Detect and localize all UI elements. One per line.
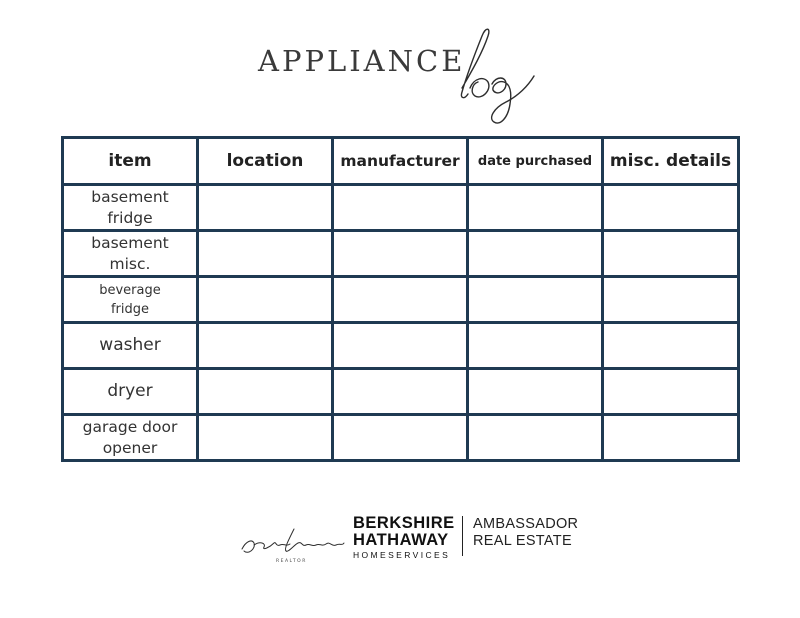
office-line1: AMBASSADOR bbox=[473, 516, 579, 532]
cell-location[interactable] bbox=[198, 369, 333, 415]
title-appliance: APPLIANCE bbox=[258, 44, 466, 78]
footer-divider bbox=[462, 516, 463, 556]
cell-date-purchased[interactable] bbox=[468, 415, 603, 461]
item-line: misc. bbox=[109, 254, 151, 273]
cell-manufacturer[interactable] bbox=[333, 369, 468, 415]
header-manufacturer: manufacturer bbox=[333, 138, 468, 185]
page-footer bbox=[0, 505, 800, 565]
item-line: garage door bbox=[82, 417, 178, 436]
header-item: item bbox=[63, 138, 198, 185]
appliance-log-table bbox=[61, 136, 740, 462]
cell-misc-details[interactable] bbox=[603, 185, 739, 231]
cell-item bbox=[63, 185, 198, 231]
cell-date-purchased[interactable] bbox=[468, 277, 603, 323]
signature-logo-image bbox=[236, 519, 348, 565]
cell-location[interactable] bbox=[198, 277, 333, 323]
cell-manufacturer[interactable] bbox=[333, 277, 468, 323]
header-location: location bbox=[198, 138, 333, 185]
cell-item bbox=[63, 277, 198, 323]
cell-manufacturer[interactable] bbox=[333, 231, 468, 277]
brokerage-line1: BERKSHIRE bbox=[353, 514, 455, 532]
cell-item: washer bbox=[63, 323, 198, 369]
page-header bbox=[0, 0, 800, 130]
item-line: opener bbox=[102, 438, 158, 457]
table-row bbox=[63, 185, 739, 231]
cell-location[interactable] bbox=[198, 185, 333, 231]
cell-misc-details[interactable] bbox=[603, 369, 739, 415]
cell-date-purchased[interactable] bbox=[468, 369, 603, 415]
cell-location[interactable] bbox=[198, 231, 333, 277]
table-row bbox=[63, 277, 739, 323]
office-line2: REAL ESTATE bbox=[473, 533, 572, 549]
table-row bbox=[63, 369, 739, 415]
table-header-row bbox=[63, 138, 739, 185]
cell-manufacturer[interactable] bbox=[333, 415, 468, 461]
item-line: fridge bbox=[110, 301, 150, 317]
cell-item bbox=[63, 231, 198, 277]
cell-misc-details[interactable] bbox=[603, 277, 739, 323]
cell-misc-details[interactable] bbox=[603, 415, 739, 461]
item-line: basement bbox=[91, 187, 169, 206]
cell-item: dryer bbox=[63, 369, 198, 415]
table-row bbox=[63, 415, 739, 461]
item-line: beverage bbox=[99, 282, 161, 298]
log-script-lettering bbox=[448, 22, 548, 130]
cell-manufacturer[interactable] bbox=[333, 185, 468, 231]
cell-item bbox=[63, 415, 198, 461]
brokerage-sub: HOMESERVICES bbox=[353, 550, 451, 560]
cell-location[interactable] bbox=[198, 415, 333, 461]
header-misc-details: misc. details bbox=[603, 138, 739, 185]
cell-date-purchased[interactable] bbox=[468, 231, 603, 277]
cell-location[interactable] bbox=[198, 323, 333, 369]
title-log-script bbox=[448, 22, 548, 130]
item-line: fridge bbox=[107, 208, 153, 227]
svg-text:REALTOR: REALTOR bbox=[276, 559, 307, 564]
office-name bbox=[473, 516, 578, 550]
table-row bbox=[63, 323, 739, 369]
cell-misc-details[interactable] bbox=[603, 323, 739, 369]
table-row bbox=[63, 231, 739, 277]
cell-date-purchased[interactable] bbox=[468, 323, 603, 369]
header-date-purchased: date purchased bbox=[468, 138, 603, 185]
cell-manufacturer[interactable] bbox=[333, 323, 468, 369]
cell-misc-details[interactable] bbox=[603, 231, 739, 277]
signature-logo bbox=[236, 519, 348, 565]
item-line: basement bbox=[91, 233, 169, 252]
cell-date-purchased[interactable] bbox=[468, 185, 603, 231]
brokerage-line2: HATHAWAY bbox=[353, 530, 449, 549]
berkshire-hathaway-logo bbox=[353, 515, 455, 560]
